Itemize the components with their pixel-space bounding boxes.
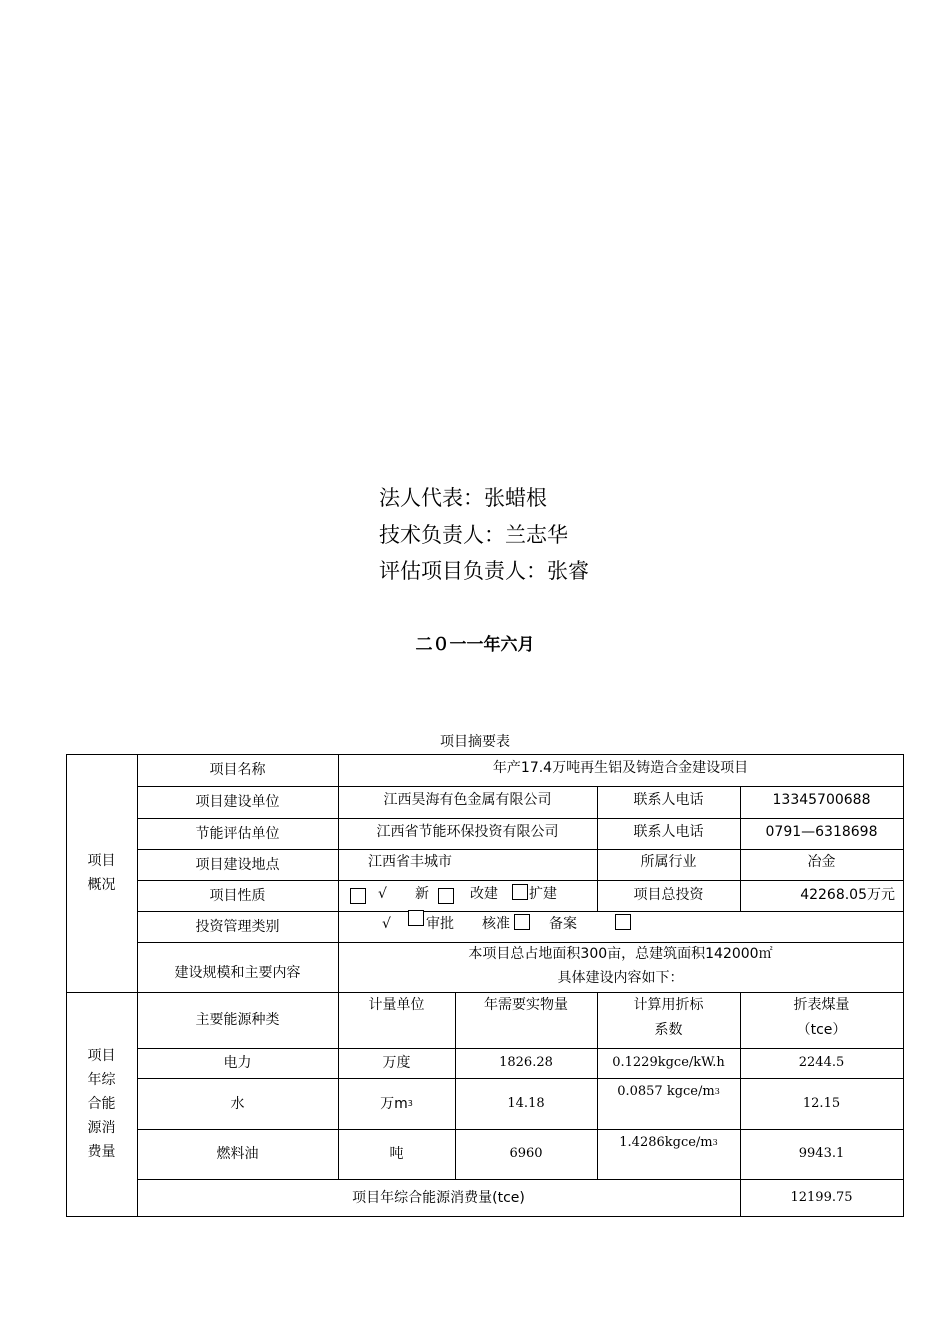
energy-row-water-type: 水 [230,1095,245,1112]
nature-expand-label: 扩建 [529,886,557,902]
investment-value: 42268.05万元 [800,886,895,903]
energy-row-fueloil-factor: 1.4286kgce/m 3 [619,1135,718,1150]
location-label: 项目建设地点 [195,856,280,873]
nature-label: 项目性质 [209,887,266,904]
contact-phone-value-2: 0791—6318698 [765,824,878,840]
mgmt-verify-label: 核准 [482,916,510,932]
nature-check-mark: √ [378,886,387,902]
legal-representative: 法人代表：张蜡根 [379,486,547,510]
evaluator-label: 节能评估单位 [195,825,280,842]
energy-unit-header: 计量单位 [368,997,425,1013]
energy-factor-header-2: 系数 [654,1022,683,1038]
energy-amount-header: 年需要实物量 [484,997,568,1013]
builder-value: 江西昊海有色金属有限公司 [383,792,552,808]
energy-row-fueloil-unit: 吨 [389,1146,404,1162]
industry-value: 冶金 [807,854,836,870]
energy-row-fueloil-amount: 6960 [509,1146,543,1161]
energy-section-label: 项目 年综 合能 源消 费量 [87,1048,116,1160]
mgmt-check-mark: √ [382,916,391,932]
mgmt-record-label: 备案 [549,916,577,932]
energy-factor-header-1: 计算用折标 [633,997,704,1013]
nature-checkbox-expand[interactable] [512,884,528,900]
energy-row-electricity-coal: 2244.5 [798,1055,845,1070]
energy-row-electricity-amount: 1826.28 [499,1055,553,1070]
nature-new-label: 新 [415,886,429,902]
project-name-value: 年产17.4万吨再生铝及铸造合金建设项目 [492,760,749,776]
contact-phone-label-2: 联系人电话 [633,824,704,840]
investment-label: 项目总投资 [633,886,704,903]
energy-row-fueloil-coal: 9943.1 [798,1146,845,1161]
overview-section-label: 项目 概况 [87,853,116,893]
energy-row-water-unit: 万m 3 [380,1095,413,1112]
scale-line-1: 本项目总占地面积300亩，总建筑面积142000㎡ [468,946,773,962]
energy-row-water-amount: 14.18 [507,1095,545,1111]
evaluation-lead: 评估项目负责人：张睿 [379,559,589,583]
technical-lead: 技术负责人：兰志华 [379,523,568,547]
energy-type-header: 主要能源种类 [195,1012,280,1028]
energy-row-electricity-type: 电力 [223,1055,252,1071]
mgmt-checkbox-verify[interactable] [514,914,530,930]
project-name-label: 项目名称 [209,762,266,778]
contact-phone-label-1: 联系人电话 [633,792,704,808]
scale-label: 建设规模和主要内容 [174,965,301,981]
energy-coal-header-1: 折表煤量 [793,997,850,1013]
energy-row-electricity-factor: 0.1229kgce/kW.h [612,1055,725,1070]
mgmt-category-label: 投资管理类别 [195,918,280,935]
nature-checkbox-rebuild[interactable] [438,888,454,904]
contact-phone-value-1: 13345700688 [772,792,871,808]
energy-row-fueloil-type: 燃料油 [216,1146,259,1162]
document-date: 二０一一年六月 [415,635,535,655]
nature-rebuild-label: 改建 [470,886,498,902]
mgmt-checkbox-record[interactable] [615,914,631,930]
energy-row-water-coal: 12.15 [802,1095,841,1111]
mgmt-checkbox-approve[interactable] [408,910,424,926]
builder-label: 项目建设单位 [195,794,280,810]
mgmt-approve-label: 审批 [426,916,454,932]
location-value: 江西省丰城市 [368,854,452,870]
table-title: 项目摘要表 [440,734,510,750]
energy-row-electricity-unit: 万度 [382,1055,411,1071]
energy-total-value: 12199.75 [790,1189,853,1205]
scale-line-2: 具体建设内容如下： [557,970,684,986]
industry-label: 所属行业 [640,854,697,870]
nature-checkbox-new[interactable] [350,888,366,904]
energy-row-water-factor: 0.0857 kgce/m 3 [617,1084,720,1099]
energy-total-label: 项目年综合能源消费量(tce) [352,1189,525,1206]
evaluator-value: 江西省节能环保投资有限公司 [376,824,559,840]
energy-coal-header-2: （tce） [796,1022,847,1038]
